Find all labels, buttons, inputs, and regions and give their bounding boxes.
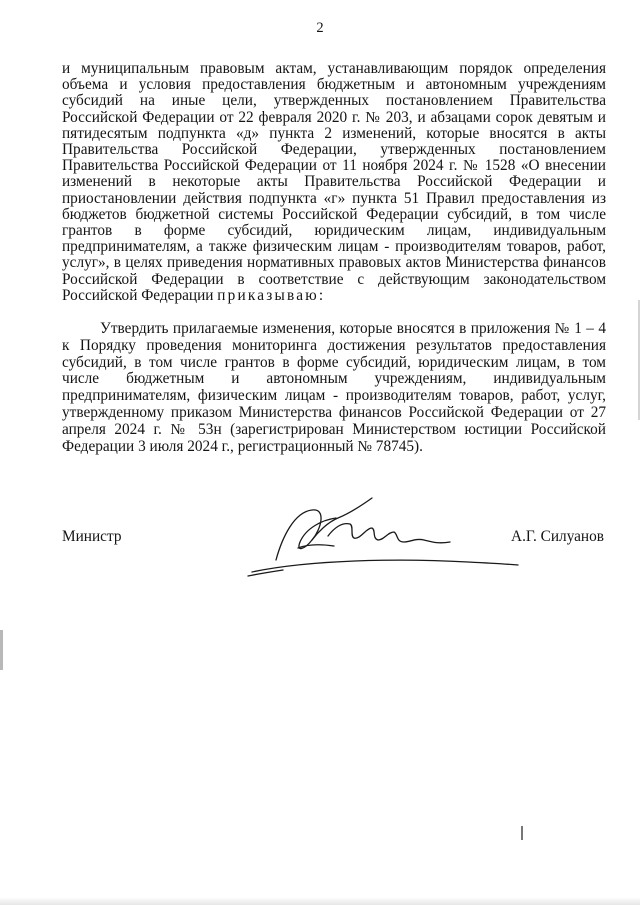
page-number: 2 — [316, 20, 324, 36]
preamble-text: и муниципальным правовым актам, устанавливающим порядок определения объема и условия предоставления бюджетным и автономным учреждениям субсидий на иные цели, утвержденных постановлением Правительства Российской Федерации от 22 февраля 2020 г. № 203, и абзацами сорок девятым и пятидесятым подпункта «д» пункта 2 изменений, которые вносятся в акты Правительства Российской Федерации, утвержденных постановлением Правительства Российской Федерации от 11 ноября 2024 г. № 1528 «О внесении изменений в некоторые акты Правительства Российской Федерации и приостановлении действия подпункта «г» пункта 51 Правил предоставления из бюджетов бюджетной системы Российской Федерации субсидий, в том числе грантов в форме субсидий, юридическим лицам, индивидуальным предпринимателям, а также физическим лицам - производителям товаров, работ, услуг», в целях приведения нормативных правовых актов Министерства финансов Российской Федерации в соответствие с действующим законодательством Российской Федерации — [62, 60, 606, 304]
paragraph-resolution: Утвердить прилагаемые изменения, которые вносятся в приложения № 1 – 4 к Порядку проведения мониторинга достижения результатов предоставления субсидий, в том числе грантов в форме субсидий, юридическим лицам, в том числе бюджетным и автономным учреждениям, индивидуальным предпринимателям, физическим лицам - производителям товаров, работ, услуг, утвержденному приказом Министерства финансов Российской Федерации от 27 апреля 2024 г. № 53н (зарегистрирован Министерством юстиции Российской Федерации 3 июля 2024 г., регистрационный № 78745). — [62, 320, 606, 455]
handwritten-signature — [238, 488, 538, 588]
scan-edge-mark — [0, 630, 3, 670]
paragraph-preamble — [62, 61, 606, 304]
signer-title: Министр — [62, 528, 122, 545]
scan-bottom-edge — [0, 897, 640, 905]
scan-speck — [521, 826, 523, 840]
signer-name: А.Г. Силуанов — [511, 528, 604, 545]
order-word: приказываю: — [217, 286, 326, 304]
